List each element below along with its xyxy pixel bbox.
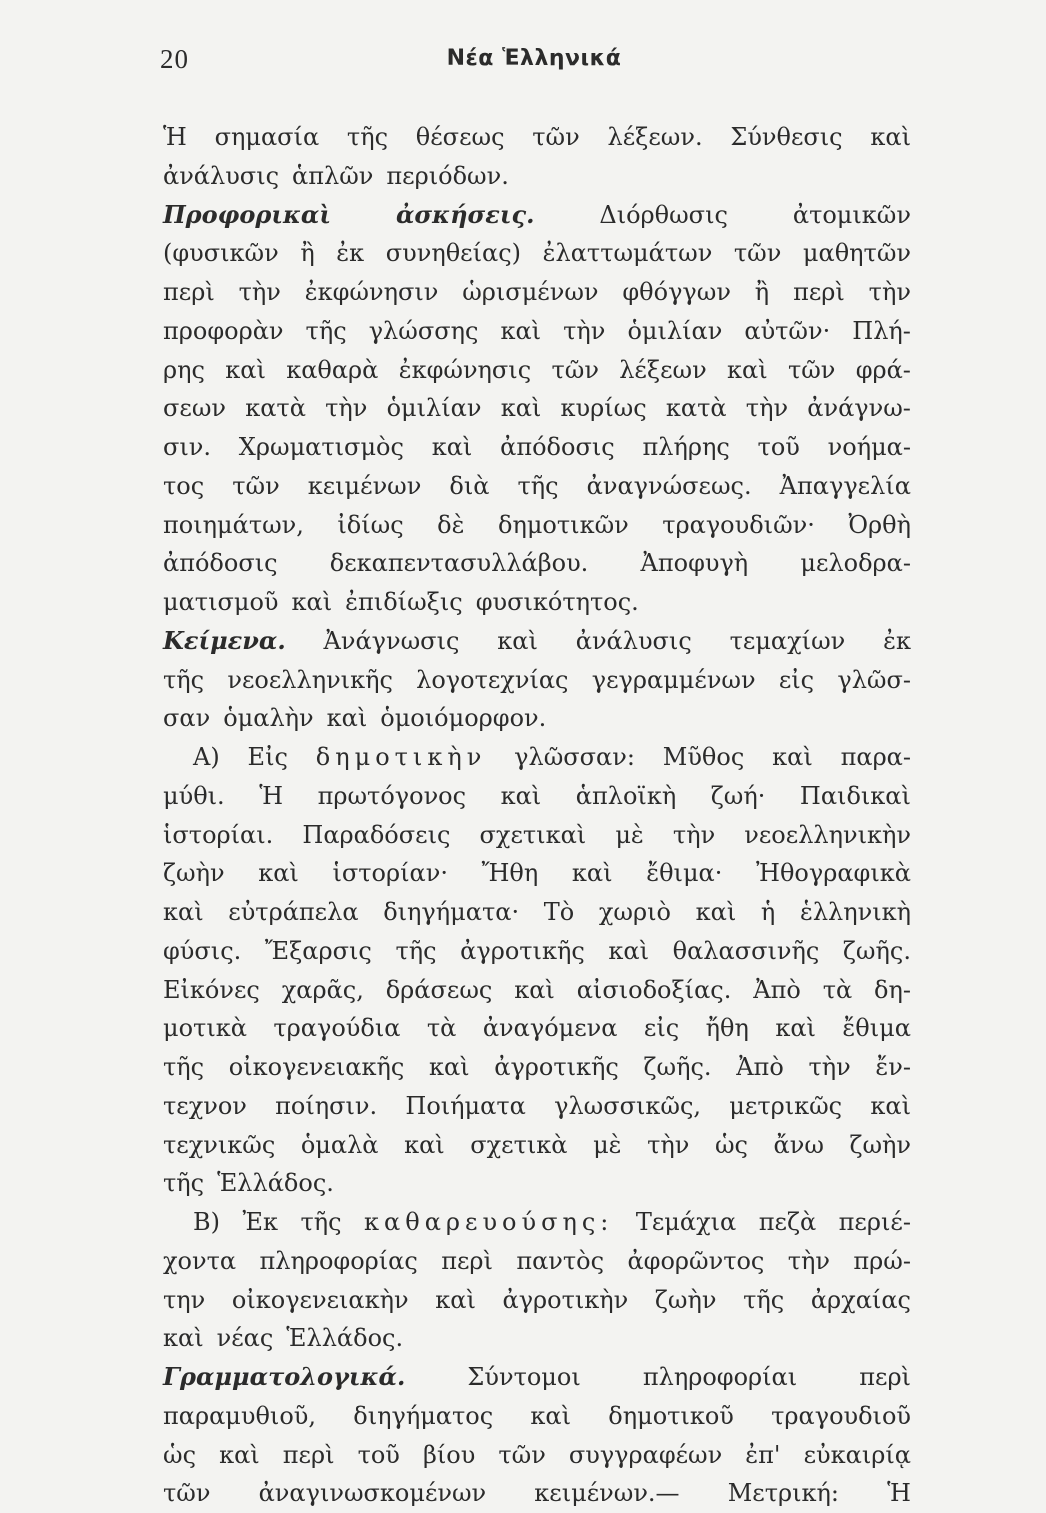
text-word: πλήρης (642, 433, 730, 461)
text-word: ἐπιδίωξις (345, 588, 463, 616)
text-word: ἀπόδοσις (500, 433, 615, 461)
text-word: μελοδρα- (800, 549, 911, 578)
text-word: περὶ (793, 278, 845, 306)
text-word: ἀτομικῶν (792, 200, 911, 229)
body-text (163, 118, 911, 1513)
text-word: ἱστορίαν· (332, 859, 448, 888)
text-word: ἀνάλυσις (163, 161, 280, 190)
text-line (163, 1358, 911, 1397)
text-word: μύθι. (163, 781, 225, 810)
text-word: τὴν (672, 820, 716, 849)
text-word: καὶ (608, 936, 650, 965)
text-word: εἰς (643, 1014, 680, 1043)
text-word: Ἡ (163, 123, 187, 151)
text-word: δράσεως (385, 975, 493, 1004)
section-heading-word: Κείμενα. (163, 625, 286, 655)
text-word: ἀφορῶντος (627, 1246, 765, 1275)
text-word: καὶ (727, 355, 768, 384)
text-word: σιν. (163, 433, 212, 461)
text-word: προφορὰν (163, 316, 284, 345)
text-word: καὶ (219, 1440, 260, 1469)
text-word: τραγούδια (273, 1014, 401, 1043)
text-word: τῶν (532, 123, 580, 151)
text-word: τῶν (787, 355, 836, 384)
text-word: τῆς (743, 1285, 785, 1314)
text-word: διηγήματος (353, 1401, 494, 1430)
text-line (163, 544, 911, 583)
text-word: Πλή- (852, 316, 911, 345)
text-word: ἐπ' (745, 1440, 781, 1469)
text-word: καὶ (500, 781, 542, 810)
text-line (163, 1319, 911, 1358)
text-word: ὡς (163, 1440, 197, 1469)
text-word: ὁμιλίαν (386, 394, 482, 423)
text-word: καὶ (772, 743, 813, 771)
text-word: ἀπόδοσις (163, 549, 278, 578)
text-line (163, 661, 911, 700)
text-word: Ἡ (887, 1479, 911, 1508)
text-word: φυσικότητος. (475, 588, 639, 616)
text-word: νεοελληνικῆς (227, 665, 393, 694)
text-word: ἀναγνώσεως. (586, 471, 752, 500)
text-word: ζωὴν (163, 859, 225, 888)
text-word: καὶ (775, 1014, 816, 1043)
text-word: ἐκ (336, 239, 365, 268)
text-word: δὲ (437, 510, 465, 539)
text-word: τῆς (346, 123, 389, 151)
text-word: ματισμοῦ (163, 588, 279, 616)
text-word: Σύνθεσις (730, 123, 843, 151)
text-word: καὶ (870, 1091, 911, 1120)
text-word: Ἀποφυγὴ (640, 549, 749, 578)
section-heading-word: Προφορικαὶ (163, 199, 332, 229)
text-word: τὰ (426, 1014, 457, 1043)
text-line (163, 467, 911, 506)
text-word: Ποιήματα (405, 1091, 526, 1120)
text-word: τῆς (517, 471, 559, 500)
text-word: καὶ (291, 588, 333, 616)
text-word: κειμένων (307, 471, 422, 500)
text-word: τὴν (238, 278, 281, 306)
text-word: ἢ (300, 239, 315, 268)
text-word: Ἔξαρσις (264, 936, 372, 965)
text-word: ἐκφώνησιν (304, 278, 439, 306)
text-word: καὶ (404, 1130, 445, 1159)
text-word: μοτικὰ (163, 1014, 247, 1043)
text-word: χαρᾶς, (281, 975, 364, 1004)
text-word: ζωὴν (849, 1130, 911, 1159)
text-word: καὶ (695, 898, 737, 926)
text-word: ζωῆς. (643, 1053, 712, 1081)
text-word: καὶ (225, 355, 266, 384)
text-word: καθαρὰ (286, 355, 379, 384)
text-word: (φυσικῶν (163, 239, 279, 268)
text-word: πρωτόγονος (317, 781, 467, 810)
text-line (163, 118, 911, 157)
text-word: δη- (874, 975, 911, 1004)
text-word: ἀνάγνω- (807, 394, 911, 423)
text-word: Ἡ (259, 781, 284, 810)
text-line (163, 1087, 911, 1126)
text-word: ὡς (714, 1130, 748, 1159)
text-word: αἰσιοδοξίας. (576, 975, 732, 1004)
text-word: συνηθείας) (385, 239, 522, 268)
text-word: ζωή· (710, 781, 766, 810)
text-word: ἔθιμα (842, 1014, 911, 1043)
text-word: παρα- (840, 743, 911, 771)
text-word: δημοτικὴν (315, 743, 487, 771)
text-word: μετρικῶς (729, 1091, 843, 1120)
text-word: ἀγροτικῆς (460, 936, 585, 965)
text-word: Τεμάχια (635, 1208, 737, 1236)
text-word: καὶ (530, 1401, 572, 1430)
text-word: γλώσσης (368, 316, 479, 345)
text-word: θαλασσινῆς (672, 936, 820, 965)
text-line (163, 196, 911, 235)
text-line (163, 1009, 911, 1048)
text-word: μὲ (615, 820, 644, 849)
text-word: νέας (216, 1324, 274, 1353)
text-word: ἀγροτικῆς (494, 1053, 619, 1081)
text-word: τῆς (163, 1169, 205, 1198)
text-word: Παιδικαὶ (799, 781, 911, 810)
text-word: εἰς (778, 665, 815, 694)
text-word: νεοελληνικὴν (744, 820, 911, 849)
text-word: Ἐκ (242, 1208, 278, 1236)
text-word: τῶν (163, 1479, 211, 1508)
text-word: καὶ (326, 704, 368, 733)
text-word: κατὰ (665, 394, 727, 423)
running-title: Νέα Ἑλληνικά (446, 46, 622, 71)
text-word: γλῶσσαν: (514, 743, 635, 771)
text-word: Διόρθωσις (599, 200, 728, 229)
text-word: Ἀπὸ (736, 1053, 784, 1081)
text-word: πληροφορίας (259, 1246, 418, 1275)
text-word: δημοτικῶν (498, 510, 629, 539)
text-word: τῆς (395, 936, 437, 965)
text-word: γλωσσικῶς, (554, 1091, 702, 1120)
text-word: Εἰκόνες (163, 975, 260, 1004)
text-word: ἐλαττωμάτων (542, 239, 713, 268)
text-word: καὶ (163, 1324, 204, 1353)
text-word: τὴν (808, 1053, 851, 1081)
text-word: καὶ (431, 433, 473, 461)
text-line (163, 893, 911, 932)
text-word: παραμυθιοῦ, (163, 1401, 317, 1430)
text-word: τὴν (325, 394, 368, 423)
text-word: ἁπλοϊκὴ (575, 781, 677, 810)
text-word: κειμένων.— (534, 1479, 680, 1508)
text-word: καὶ (514, 975, 555, 1004)
text-word: τραγουδιῶν· (662, 510, 815, 539)
text-word: τὰ (822, 975, 853, 1004)
text-word: σεων (163, 394, 226, 423)
text-word: Ἑλλάδος. (217, 1169, 334, 1198)
text-word: τῆς (163, 1053, 205, 1081)
text-word: καὶ (258, 859, 299, 888)
text-line (163, 312, 911, 351)
section-heading-word: ἀσκήσεις. (395, 199, 535, 229)
text-word: ρης (163, 355, 205, 384)
text-line (163, 699, 911, 738)
text-line (163, 777, 911, 816)
text-word: τῶν (551, 355, 599, 384)
text-word: δεκαπεντασυλλάβου. (329, 549, 589, 578)
text-word: χοντα (163, 1246, 237, 1275)
text-word: περὶ (282, 1440, 335, 1469)
page-header (160, 44, 908, 84)
text-line (163, 1164, 911, 1203)
text-word: πληροφορίαι (642, 1363, 798, 1391)
text-word: σχετικὰ (470, 1130, 568, 1159)
text-word: σαν (163, 704, 211, 733)
text-word: συγγραφέων (568, 1440, 723, 1469)
text-word: Μῦθος (662, 743, 745, 771)
text-word: δημοτικοῦ (608, 1401, 734, 1430)
text-word: σημασία (214, 123, 320, 151)
text-line (163, 622, 911, 661)
text-word: ἰδίως (337, 510, 404, 539)
text-word: τραγουδιοῦ (771, 1401, 911, 1430)
text-line (163, 1397, 911, 1436)
text-word: πρώ- (853, 1246, 911, 1275)
text-word: ζωῆς. (842, 936, 911, 965)
text-word: τὴν (647, 1130, 690, 1159)
text-line (163, 583, 911, 622)
text-word: ὁμαλὴν (223, 704, 314, 733)
text-word: τοῦ (357, 1440, 400, 1469)
text-word: λογοτεχνίας (416, 665, 569, 694)
text-line (163, 1203, 911, 1242)
text-word: σχετικαὶ (479, 820, 587, 849)
text-word: ἀγροτικὴν (502, 1285, 629, 1314)
text-word: ἔν- (875, 1053, 911, 1081)
text-word: χωριὸ (598, 898, 671, 926)
text-word: Τὸ (543, 898, 575, 926)
text-word: την (163, 1285, 206, 1314)
text-word: ἱστορίαι. (163, 820, 274, 849)
text-word: ἐκφώνησις (398, 355, 532, 384)
text-word: τῆς (163, 665, 205, 694)
text-word: ἤθη (705, 1014, 749, 1043)
text-line (163, 1436, 911, 1475)
text-word: ποίησιν. (275, 1091, 378, 1120)
text-word: καὶ (500, 316, 542, 345)
text-line (163, 1474, 911, 1513)
text-word: ἄνω (773, 1130, 824, 1159)
text-line (163, 932, 911, 971)
text-word: διὰ (449, 471, 490, 500)
text-line (163, 738, 911, 777)
text-word: ζωὴν (654, 1285, 717, 1314)
text-line (163, 1048, 911, 1087)
text-word: καὶ (497, 626, 538, 655)
text-word: ἀνάλυσις (575, 626, 692, 655)
text-word: ἔθιμα· (646, 859, 723, 888)
text-line (163, 234, 911, 273)
text-word: τεχνον (163, 1091, 247, 1120)
text-word: αὐτῶν· (744, 316, 831, 345)
text-word: βίου (422, 1440, 476, 1469)
text-word: θέσεως (415, 123, 505, 151)
text-line (163, 816, 911, 855)
text-word: κατὰ (245, 394, 306, 423)
text-word: τὴν (745, 394, 789, 423)
text-line (163, 389, 911, 428)
text-word: ἢ (754, 278, 770, 306)
text-word: Β) (193, 1208, 220, 1236)
text-word: ἀναγινωσκομένων (258, 1479, 487, 1508)
text-word: τὴν (563, 316, 606, 345)
text-word: οἰκογενειακὴν (231, 1285, 409, 1314)
text-line (163, 157, 911, 196)
text-word: φθόγγων (622, 278, 731, 306)
text-word: ἁπλῶν (292, 161, 374, 190)
text-word: περὶ (441, 1246, 493, 1275)
text-word: καὶ (870, 123, 911, 151)
text-word: Ἀνάγνωσις (323, 626, 460, 655)
text-word: λέξεων. (607, 123, 703, 151)
text-word: Α) (193, 743, 220, 771)
page-number: 20 (160, 44, 189, 74)
text-line (163, 1242, 911, 1281)
text-line (163, 1126, 911, 1165)
text-word: καὶ (163, 898, 204, 926)
text-word: οἰκογενειακῆς (228, 1053, 405, 1081)
text-line (163, 1281, 911, 1320)
text-word: Ἀπὸ (753, 975, 801, 1004)
text-word: Ἀπαγγελία (779, 471, 911, 500)
text-word: ἑλληνικὴ (799, 898, 911, 926)
text-word: ἡ (760, 898, 776, 926)
text-line (163, 351, 911, 390)
text-word: τοῦ (757, 433, 800, 461)
text-word: τεμαχίων (729, 626, 846, 655)
text-word: ἐκ (883, 626, 911, 655)
text-word: Ἠθογραφικὰ (756, 859, 911, 888)
text-word: ἀναγόμενα (482, 1014, 618, 1043)
text-word: περιέ- (838, 1208, 911, 1236)
text-word: ποιημάτων, (163, 510, 304, 539)
text-word: καὶ (435, 1285, 476, 1314)
section-heading-word: Γραμματολογικά. (163, 1362, 406, 1391)
text-line (163, 428, 911, 467)
text-word: ὁμοιόμορφον. (380, 704, 547, 733)
text-word: μαθητῶν (802, 239, 911, 268)
text-line (163, 971, 911, 1010)
text-word: εὐτράπελα (228, 898, 359, 926)
text-word: τεχνικῶς (163, 1130, 276, 1159)
text-word: τὴν (787, 1246, 831, 1275)
text-word: Παραδόσεις (302, 820, 451, 849)
text-line (163, 854, 911, 893)
text-word: εὐκαιρίᾳ (803, 1440, 911, 1469)
text-word: τῆς (300, 1208, 342, 1236)
text-word: περὶ (163, 278, 215, 306)
text-word: ὡρισμένων (462, 278, 599, 306)
text-word: γεγραμμένων (591, 665, 756, 694)
text-word: παντὸς (516, 1246, 605, 1275)
text-word: τος (163, 471, 205, 500)
text-word: φρά- (855, 355, 911, 384)
text-word: τῶν (232, 471, 280, 500)
text-word: Χρωματισμὸς (238, 433, 404, 461)
text-word: ὁμαλὰ (300, 1130, 379, 1159)
text-word: τῆς (305, 316, 347, 345)
text-word: καὶ (571, 859, 613, 888)
text-word: τῶν (733, 239, 782, 268)
text-word: φύσις. (163, 936, 242, 965)
text-word: τῶν (498, 1440, 546, 1469)
text-word: Εἰς (247, 743, 288, 771)
text-word: μὲ (593, 1130, 622, 1159)
text-word: γλῶσ- (837, 665, 911, 694)
text-word: τὴν (868, 278, 911, 306)
text-word: καθαρευούσης: (364, 1208, 614, 1236)
text-word: περὶ (859, 1363, 911, 1391)
text-word: Σύντομοι (467, 1363, 581, 1391)
text-word: πεζὰ (758, 1208, 817, 1236)
text-word: Ἤθη (481, 859, 539, 888)
text-word: Ἑλλάδος. (286, 1324, 404, 1353)
text-line (163, 273, 911, 312)
text-line (163, 506, 911, 545)
text-word: καὶ (500, 394, 542, 423)
text-word: κυρίως (560, 394, 647, 423)
text-word: περιόδων. (386, 161, 509, 190)
text-word: Μετρική: (727, 1479, 839, 1508)
text-word: Ὀρθὴ (848, 510, 911, 539)
text-word: καὶ (428, 1053, 470, 1081)
text-word: νοήμα- (827, 433, 911, 461)
text-word: ἀρχαίας (810, 1285, 911, 1314)
text-word: διηγήματα· (383, 898, 520, 926)
text-word: ὁμιλίαν (627, 316, 723, 345)
text-word: λέξεων (619, 355, 707, 384)
